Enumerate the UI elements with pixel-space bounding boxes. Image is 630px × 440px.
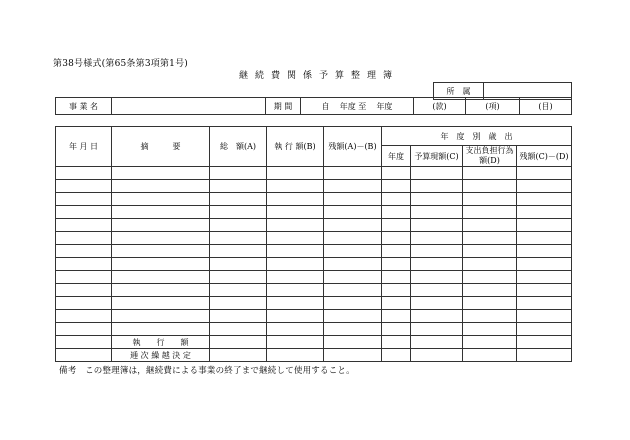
ledger-cell[interactable]: [463, 206, 517, 219]
ledger-row: [56, 219, 572, 232]
ledger-cell[interactable]: [517, 323, 572, 336]
ledger-cell[interactable]: [210, 206, 267, 219]
ledger-cell[interactable]: [324, 284, 382, 297]
ledger-row: [56, 349, 572, 362]
ledger-row: [56, 323, 572, 336]
ledger-row: [56, 271, 572, 284]
col-executed: 執 行 額(B): [267, 127, 324, 167]
ledger-cell[interactable]: [463, 297, 517, 310]
to-year-label: 年度: [376, 101, 393, 111]
col-fiscal-year: 年度: [382, 146, 411, 167]
ledger-cell[interactable]: [463, 336, 517, 349]
ledger-cell[interactable]: [267, 297, 324, 310]
ledger-cell[interactable]: [463, 193, 517, 206]
ledger-cell[interactable]: [56, 180, 112, 193]
ledger-cell[interactable]: [267, 284, 324, 297]
ledger-cell[interactable]: [210, 284, 267, 297]
ledger-cell[interactable]: [267, 349, 324, 362]
ledger-cell[interactable]: [382, 193, 411, 206]
ledger-cell[interactable]: [411, 245, 463, 258]
ledger-cell[interactable]: [517, 219, 572, 232]
ledger-cell[interactable]: [112, 323, 210, 336]
ledger-cell[interactable]: [324, 193, 382, 206]
ledger-cell[interactable]: [112, 297, 210, 310]
period-label: 期 間: [266, 98, 301, 115]
ledger-cell[interactable]: [324, 219, 382, 232]
ledger-cell[interactable]: [463, 232, 517, 245]
ledger-cell[interactable]: [382, 349, 411, 362]
ledger-row: [56, 167, 572, 180]
ledger-row: [56, 258, 572, 271]
ledger-cell[interactable]: [411, 180, 463, 193]
ledger-cell[interactable]: [210, 310, 267, 323]
col-annual-group: 年 度 別 歳 出: [382, 127, 572, 146]
ledger-cell[interactable]: [210, 258, 267, 271]
ledger-cell[interactable]: [411, 297, 463, 310]
ledger-cell[interactable]: [517, 232, 572, 245]
ledger-cell[interactable]: [112, 258, 210, 271]
ledger-cell[interactable]: [112, 180, 210, 193]
ledger-row: [56, 193, 572, 206]
ledger-cell[interactable]: [56, 206, 112, 219]
ledger-cell[interactable]: [517, 180, 572, 193]
col-remaining: 残額(A)－(B): [324, 127, 382, 167]
ledger-cell[interactable]: [382, 232, 411, 245]
kou-field[interactable]: (項): [466, 98, 520, 115]
ledger-cell[interactable]: [112, 232, 210, 245]
ledger-cell[interactable]: [267, 271, 324, 284]
ledger-cell[interactable]: [56, 245, 112, 258]
form-number: 第38号様式(第65条第3項第1号): [53, 59, 188, 69]
ledger-cell[interactable]: [56, 323, 112, 336]
ledger-cell[interactable]: [517, 271, 572, 284]
ledger-cell[interactable]: [382, 297, 411, 310]
ledger-cell[interactable]: [112, 167, 210, 180]
ledger-table: [55, 126, 572, 362]
ledger-cell[interactable]: [56, 193, 112, 206]
ledger-cell[interactable]: [463, 258, 517, 271]
ledger-row: [56, 232, 572, 245]
from-label: 自: [321, 101, 330, 111]
ledger-cell[interactable]: [210, 336, 267, 349]
ledger-cell[interactable]: [382, 271, 411, 284]
ledger-cell[interactable]: [382, 310, 411, 323]
ledger-cell[interactable]: [210, 323, 267, 336]
ledger-cell[interactable]: [112, 310, 210, 323]
ledger-cell[interactable]: [517, 167, 572, 180]
ledger-cell[interactable]: [411, 219, 463, 232]
footer-executed-label: 執 行 額: [112, 336, 210, 349]
ledger-cell[interactable]: [112, 271, 210, 284]
ledger-cell[interactable]: [463, 271, 517, 284]
ledger-cell[interactable]: [463, 167, 517, 180]
ledger-cell[interactable]: [56, 310, 112, 323]
ledger-cell[interactable]: [112, 206, 210, 219]
ledger-cell[interactable]: [517, 258, 572, 271]
ledger-cell[interactable]: [411, 310, 463, 323]
ledger-cell[interactable]: [112, 284, 210, 297]
ledger-cell[interactable]: [112, 245, 210, 258]
ledger-cell[interactable]: [210, 232, 267, 245]
ledger-cell[interactable]: [382, 167, 411, 180]
ledger-cell[interactable]: [56, 258, 112, 271]
col-total: 総 額(A): [210, 127, 267, 167]
ledger-row: [56, 310, 572, 323]
ledger-cell[interactable]: [56, 232, 112, 245]
ledger-cell[interactable]: [267, 245, 324, 258]
project-table: [55, 97, 572, 115]
ledger-cell[interactable]: [382, 323, 411, 336]
ledger-cell[interactable]: [463, 349, 517, 362]
ledger-cell[interactable]: [56, 284, 112, 297]
ledger-cell[interactable]: [56, 297, 112, 310]
ledger-cell[interactable]: [517, 310, 572, 323]
ledger-cell[interactable]: [463, 180, 517, 193]
ledger-cell[interactable]: [210, 349, 267, 362]
to-label: 至: [358, 101, 367, 111]
ledger-cell[interactable]: [324, 258, 382, 271]
ledger-cell[interactable]: [324, 245, 382, 258]
ledger-cell[interactable]: [324, 232, 382, 245]
page-title: 継続費関係予算整理簿: [238, 71, 399, 81]
project-name-field[interactable]: [112, 98, 266, 115]
ledger-cell[interactable]: [382, 245, 411, 258]
ledger-cell[interactable]: [411, 232, 463, 245]
ledger-cell[interactable]: [267, 193, 324, 206]
ledger-cell[interactable]: [56, 167, 112, 180]
project-name-label: 事 業 名: [56, 98, 112, 115]
ledger-row: [56, 297, 572, 310]
ledger-cell[interactable]: [411, 323, 463, 336]
ledger-cell[interactable]: [267, 310, 324, 323]
ledger-cell[interactable]: [56, 271, 112, 284]
ledger-cell[interactable]: [411, 193, 463, 206]
ledger-cell[interactable]: [324, 206, 382, 219]
ledger-cell[interactable]: [267, 323, 324, 336]
ledger-cell[interactable]: [517, 297, 572, 310]
ledger-cell[interactable]: [382, 180, 411, 193]
ledger-cell[interactable]: [112, 219, 210, 232]
ledger-cell[interactable]: [382, 219, 411, 232]
ledger-cell[interactable]: [517, 193, 572, 206]
col-expenditure-act: 支出負担行為額(D): [463, 146, 517, 167]
ledger-cell[interactable]: [517, 336, 572, 349]
ledger-cell[interactable]: [267, 180, 324, 193]
ledger-row: [56, 206, 572, 219]
ledger-cell[interactable]: [324, 297, 382, 310]
ledger-cell[interactable]: [382, 206, 411, 219]
ledger-cell[interactable]: [267, 336, 324, 349]
ledger-cell[interactable]: [56, 219, 112, 232]
col-balance: 残額(C)－(D): [517, 146, 572, 167]
ledger-cell[interactable]: [210, 297, 267, 310]
ledger-cell[interactable]: [210, 180, 267, 193]
ledger-cell[interactable]: [411, 271, 463, 284]
ledger-cell[interactable]: [210, 193, 267, 206]
ledger-row: [56, 284, 572, 297]
ledger-cell[interactable]: [463, 245, 517, 258]
ledger-cell[interactable]: [463, 323, 517, 336]
footer-carryover-label: 逓 次 繰 越 決 定: [112, 349, 210, 362]
ledger-cell[interactable]: [210, 245, 267, 258]
ledger-cell[interactable]: [411, 284, 463, 297]
ledger-cell[interactable]: [267, 167, 324, 180]
ledger-cell[interactable]: [463, 219, 517, 232]
ledger-cell[interactable]: [382, 336, 411, 349]
ledger-cell[interactable]: [56, 349, 112, 362]
ledger-cell[interactable]: [411, 167, 463, 180]
ledger-cell[interactable]: [324, 336, 382, 349]
ledger-cell[interactable]: [112, 193, 210, 206]
ledger-cell[interactable]: [210, 219, 267, 232]
col-budget-current: 予算現額(C): [411, 146, 463, 167]
period-field[interactable]: [301, 98, 414, 115]
col-date: 年 月 日: [56, 127, 112, 167]
ledger-cell[interactable]: [411, 206, 463, 219]
ledger-cell[interactable]: [324, 180, 382, 193]
ledger-cell[interactable]: [411, 349, 463, 362]
ledger-cell[interactable]: [324, 271, 382, 284]
kan-field[interactable]: (款): [414, 98, 466, 115]
ledger-cell[interactable]: [517, 245, 572, 258]
ledger-cell[interactable]: [267, 219, 324, 232]
ledger-cell[interactable]: [517, 284, 572, 297]
ledger-cell[interactable]: [267, 258, 324, 271]
ledger-cell[interactable]: [324, 349, 382, 362]
ledger-cell[interactable]: [210, 167, 267, 180]
ledger-cell[interactable]: [267, 206, 324, 219]
ledger-cell[interactable]: [463, 284, 517, 297]
ledger-cell[interactable]: [267, 232, 324, 245]
moku-field[interactable]: (目): [520, 98, 572, 115]
note: 備考 この整理簿は，継続費による事業の終了まで継続して使用すること。: [59, 366, 355, 376]
ledger-cell[interactable]: [324, 310, 382, 323]
ledger-cell[interactable]: [382, 284, 411, 297]
ledger-cell[interactable]: [324, 323, 382, 336]
ledger-cell[interactable]: [210, 271, 267, 284]
affiliation-label: 所 属: [434, 83, 484, 100]
ledger-cell[interactable]: [411, 336, 463, 349]
col-summary: 摘 要: [112, 127, 210, 167]
from-year-label: 年度: [339, 101, 356, 111]
ledger-cell[interactable]: [411, 258, 463, 271]
ledger-row: [56, 245, 572, 258]
ledger-row: [56, 180, 572, 193]
ledger-cell[interactable]: [382, 258, 411, 271]
ledger-body: [56, 167, 572, 362]
ledger-cell[interactable]: [324, 167, 382, 180]
ledger-cell[interactable]: [517, 206, 572, 219]
ledger-cell[interactable]: [56, 336, 112, 349]
ledger-cell[interactable]: [463, 310, 517, 323]
ledger-cell[interactable]: [517, 349, 572, 362]
ledger-row: [56, 336, 572, 349]
